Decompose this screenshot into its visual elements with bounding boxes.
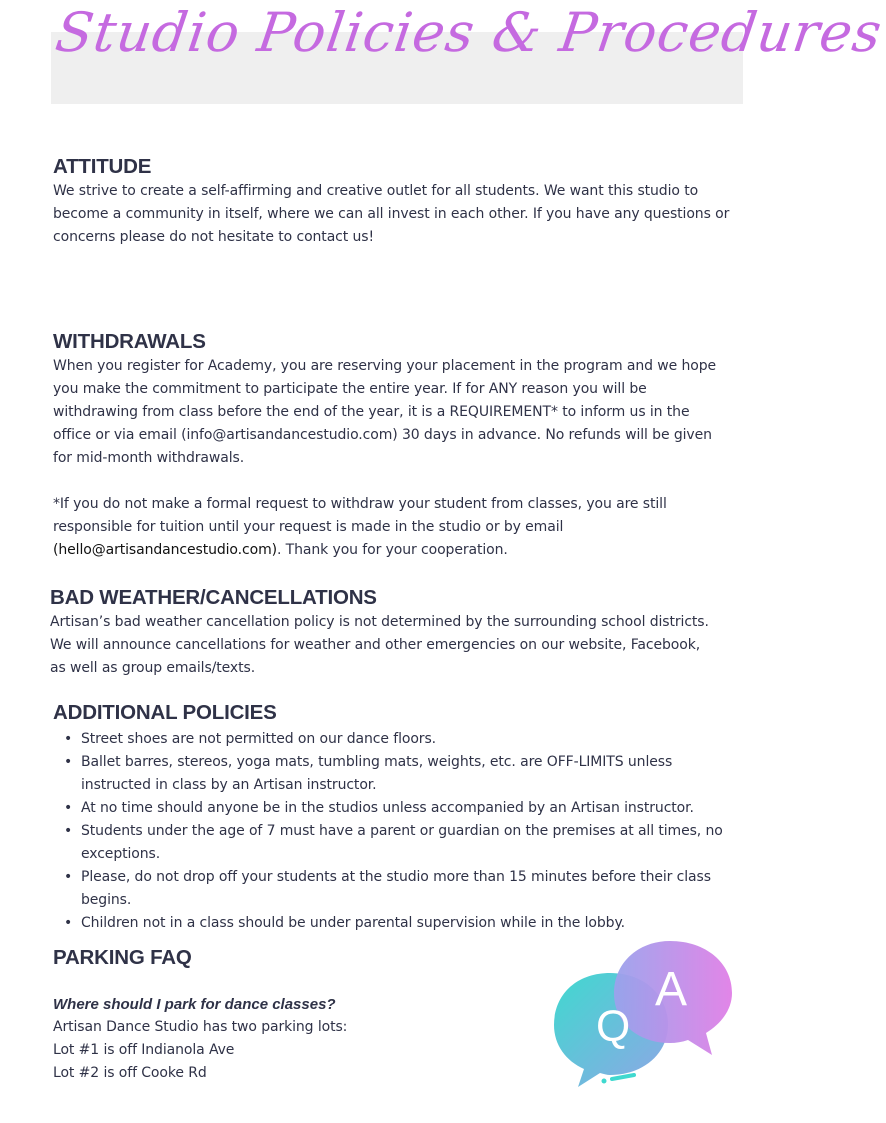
list-item-text: At no time should anyone be in the studios unless accompanied by an Artisan instructor. (81, 800, 694, 816)
q-letter: Q (596, 1002, 631, 1051)
attitude-heading: ATTITUDE (53, 155, 152, 178)
faq-question: Where should I park for dance classes? (53, 996, 336, 1013)
withdrawals-note-line: *If you do not make a formal request to withdraw your student from classes, you are still (53, 496, 667, 512)
list-item (81, 912, 753, 935)
hello-email-link[interactable]: (hello@artisandancestudio.com) (53, 542, 277, 558)
list-item-text: Please, do not drop off your students at the studio more than 15 minutes before their class (81, 869, 711, 885)
weather-line: Artisan’s bad weather cancellation policy is not determined by the surrounding school districts. (50, 614, 709, 630)
withdrawals-note-end: . Thank you for your cooperation. (276, 542, 508, 558)
a-letter: A (655, 963, 688, 1016)
list-item (81, 866, 753, 912)
weather-section (50, 585, 750, 680)
list-item-text: Children not in a class should be under parental supervision while in the lobby. (81, 915, 626, 931)
list-item-text: Street shoes are not permitted on our dance floors. (81, 731, 436, 747)
list-item-text: exceptions. (81, 846, 161, 862)
faq-answer (53, 1016, 533, 1085)
weather-body (50, 611, 750, 680)
policies-list (53, 728, 753, 935)
weather-heading: BAD WEATHER/CANCELLATIONS (50, 586, 377, 609)
list-item (81, 751, 753, 797)
dash-mark (612, 1075, 634, 1079)
list-item-text: begins. (81, 892, 132, 908)
attitude-body (53, 180, 753, 249)
withdrawals-line: you make the commitment to participate the entire year. If for ANY reason you will be (53, 381, 647, 397)
withdrawals-line: office or via email (info@artisandancestudio.com) 30 days in advance. No refunds will be given (53, 427, 712, 443)
withdrawals-line: for mid-month withdrawals. (53, 450, 245, 466)
withdrawals-body (53, 355, 753, 470)
list-item (81, 728, 753, 751)
withdrawals-heading: WITHDRAWALS (53, 330, 206, 353)
withdrawals-line: withdrawing from class before the end of the year, it is a REQUIREMENT* to inform us in the (53, 404, 690, 420)
qa-chat-icon (552, 937, 734, 1089)
list-item-text: Ballet barres, stereos, yoga mats, tumbling mats, weights, etc. are OFF-LIMITS unless (81, 754, 673, 770)
faq-answer-line: Lot #1 is off Indianola Ave (53, 1042, 235, 1058)
list-item-text: Students under the age of 7 must have a parent or guardian on the premises at all times, no (81, 823, 723, 839)
list-item-text: instructed in class by an Artisan instructor. (81, 777, 377, 793)
additional-section (53, 700, 753, 935)
dot-mark (602, 1079, 607, 1084)
faq-answer-line: Artisan Dance Studio has two parking lots: (53, 1019, 348, 1035)
attitude-line: become a community in itself, where we can all invest in each other. If you have any questions or (53, 206, 730, 222)
parking-heading: PARKING FAQ (53, 946, 192, 969)
attitude-line: We strive to create a self-affirming and creative outlet for all students. We want this studio to (53, 183, 699, 199)
withdrawals-note-line: responsible for tuition until your request is made in the studio or by email (53, 519, 564, 535)
withdrawals-section (53, 329, 753, 562)
parking-section (53, 945, 533, 1085)
faq-answer-line: Lot #2 is off Cooke Rd (53, 1065, 207, 1081)
attitude-line: concerns please do not hesitate to contact us! (53, 229, 374, 245)
withdrawals-note (53, 493, 753, 562)
list-item (81, 820, 753, 866)
withdrawals-line: When you register for Academy, you are reserving your placement in the program and we hope (53, 358, 717, 374)
weather-line: as well as group emails/texts. (50, 660, 256, 676)
additional-heading: ADDITIONAL POLICIES (53, 701, 277, 724)
list-item (81, 797, 753, 820)
attitude-section (53, 154, 753, 249)
page-title: Studio Policies & Procedures (51, 1, 886, 64)
weather-line: We will announce cancellations for weather and other emergencies on our website, Facebook, (50, 637, 701, 653)
